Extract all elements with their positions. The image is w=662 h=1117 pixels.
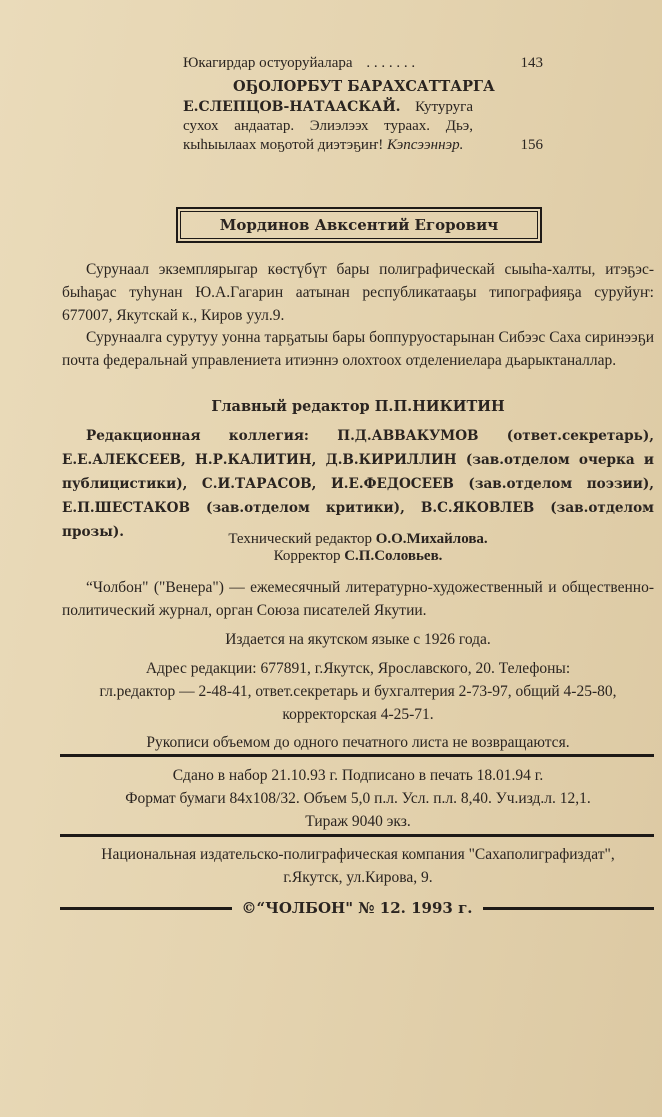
corrector bbox=[62, 548, 654, 565]
tech-editor bbox=[62, 530, 654, 549]
paragraph: Сурунаал экземплярыгар көстүбүт бары полиграфическай сыыһа-халты, итэҕэс-быһаҕас туһунан Ю.А.Гагарин аатынан республикатааҕы типографияҕа суруйуҥ: 677007, Якутскай к., Киров уул.9. bbox=[62, 261, 654, 324]
divider bbox=[60, 907, 232, 910]
label: Корректор bbox=[273, 548, 341, 564]
label: Технический редактор bbox=[228, 531, 372, 547]
toc-section-heading: ОҔОЛОРБУТ БАРАХСАТТАРГА bbox=[233, 78, 495, 95]
toc-leader: . . . . . . . bbox=[366, 55, 416, 71]
publisher bbox=[62, 843, 654, 889]
publisher-line: г.Якутск, ул.Кирова, 9. bbox=[283, 869, 433, 886]
print-info-line: Формат бумаги 84х108/32. Объем 5,0 п.л. Усл. п.л. 8,40. Уч.изд.л. 12,1. bbox=[125, 790, 591, 807]
publisher-line: Национальная издательско-полиграфическая компания "Сахаполиграфиздат", bbox=[101, 846, 615, 863]
divider bbox=[483, 907, 655, 910]
toc-entry bbox=[183, 55, 543, 72]
publication-since: Издается на якутском языке с 1926 года. bbox=[225, 631, 491, 648]
toc-page: 156 bbox=[520, 137, 543, 153]
address-line: гл.редактор — 2-48-41, ответ.секретарь и бухгалтерия 2-73-97, общий 4-25-80, bbox=[99, 683, 617, 700]
print-info-line: Тираж 9040 экз. bbox=[305, 813, 411, 830]
editor-in-chief: Главный редактор П.П.НИКИТИН bbox=[211, 398, 505, 415]
divider bbox=[60, 754, 654, 757]
toc-page: 143 bbox=[520, 55, 543, 71]
divider bbox=[60, 834, 654, 837]
address-line: Адрес редакции: 677891, г.Якутск, Ярославского, 20. Телефоны: bbox=[145, 660, 571, 677]
memorial-name-box: Мординов Авксентий Егорович bbox=[176, 207, 542, 243]
copyright: ©“ЧОЛБОН" № 12. 1993 г. bbox=[241, 899, 473, 917]
toc-author: Е.СЛЕПЦОВ-НАТААСКАЙ. bbox=[183, 99, 401, 115]
toc-entry bbox=[183, 98, 543, 155]
editorial-board: Редакционная коллегия: П.Д.АВВАКУМОВ (ответ.секретарь), Е.Е.АЛЕКСЕЕВ, Н.Р.КАЛИТИН, Д.В.КИРИЛЛИН (зав.отделом очерка и публицистики), С.И.ТАРАСОВ, И.Е.ФЕДОСЕЕВ (зав.отделом поэзии), Е.П.ШЕСТАКОВ (зав.отделом критики), В.С.ЯКОВЛЕВ (зав.отделом прозы). bbox=[62, 428, 654, 540]
copyright-line bbox=[60, 899, 654, 917]
manuscripts-note: Рукописи объемом до одного печатного листа не возвращаются. bbox=[146, 734, 570, 751]
name: О.О.Михайлова. bbox=[375, 531, 488, 547]
address bbox=[62, 657, 654, 726]
address-line: корректорская 4-25-71. bbox=[282, 706, 434, 723]
paragraph: Сурунаалга сурутуу уонна тарҕатыы бары боппуруостарынан Сибээс Саха сиринээҕи почта федеральнай управлениета итиэннэ олохтоох отделениелара дьарыктаналлар. bbox=[62, 329, 654, 369]
toc-title: Кутуруга сухох андаатар. Элиэлээх тураах. Дьэ, кыһыылаах моҕотой диэтэҕиҥ! bbox=[183, 99, 473, 153]
toc-title: Юкагирдар остуоруйалара bbox=[183, 55, 353, 71]
journal-description: “Чолбон" ("Венера") — ежемесячный литературно-художественный и общественно-политический журнал, орган Союза писателей Якутии. bbox=[62, 579, 654, 619]
print-info bbox=[62, 764, 654, 833]
toc-genre: Кэпсээннэр. bbox=[387, 137, 464, 153]
print-info-line: Сдано в набор 21.10.93 г. Подписано в печать 18.01.94 г. bbox=[172, 767, 544, 784]
name: С.П.Соловьев. bbox=[344, 548, 443, 564]
